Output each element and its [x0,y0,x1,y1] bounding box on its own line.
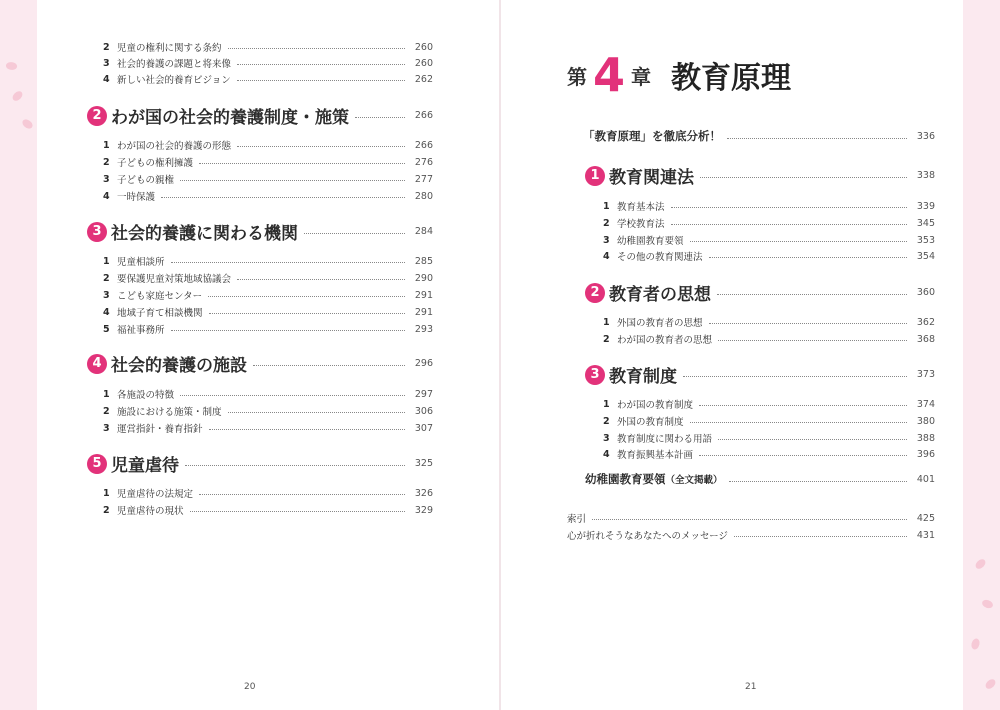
entry-label: その他の教育関連法 [617,252,703,263]
dot-leader [199,163,405,164]
dot-leader [237,146,405,147]
dot-leader [717,294,907,295]
toc-section-heading[interactable] [87,451,433,476]
section-number-badge: 4 [87,354,107,374]
section-title: 社会的養護の施設 [111,356,247,376]
chapter-heading [567,50,791,100]
section-page: 284 [414,226,433,237]
toc-entry[interactable] [603,414,935,428]
section-page: 338 [916,170,935,181]
dot-leader [180,395,405,396]
section-title: 教育関連法 [609,168,694,188]
entry-page: 285 [414,255,433,267]
toc-entry[interactable] [103,155,433,169]
appendix-label: 幼稚園教育要領 [585,472,666,486]
dot-leader [185,465,405,466]
entry-label: 児童の権利に関する条約 [117,43,222,54]
entry-label: 教育制度に関わる用語 [617,434,713,445]
dot-leader [199,494,405,495]
section-title: 児童虐待 [111,456,179,476]
toc-entry[interactable] [603,397,935,411]
dot-leader [690,241,907,242]
dot-leader [209,429,405,430]
appendix-page: 401 [916,473,935,485]
entry-label: 地域子育て相談機関 [117,308,203,319]
entry-label: わが国の社会的養護の形態 [117,141,232,152]
entry-number: 4 [603,250,610,262]
entry-number: 3 [103,57,110,69]
entry-label: 子どもの親権 [117,175,175,186]
entry-number: 1 [603,398,610,410]
dot-leader [729,481,907,482]
toc-entry[interactable] [603,216,935,230]
analysis-page: 336 [916,130,935,142]
entry-number: 2 [103,272,110,284]
entry-label: 福祉事務所 [117,325,165,336]
dot-leader [171,330,405,331]
toc-section-heading[interactable] [87,103,433,128]
entry-page: 368 [916,333,935,345]
petal-decoration [984,678,998,690]
entry-label: 社会的養護の課題と将来像 [117,59,232,70]
section-title: 社会的養護に関わる機関 [111,224,298,244]
dot-leader [237,64,405,65]
entry-number: 3 [603,432,610,444]
entry-number: 3 [103,289,110,301]
petal-decoration [969,637,981,651]
dot-leader [690,422,907,423]
toc-entry[interactable] [603,431,935,445]
section-number-badge: 2 [585,283,605,303]
toc-entry[interactable] [603,199,935,213]
entry-label: 学校教育法 [617,219,665,230]
dot-leader [718,340,907,341]
entry-number: 3 [103,422,110,434]
entry-number: 2 [103,41,110,53]
dot-leader [683,376,907,377]
section-number-badge: 3 [585,365,605,385]
section-page: 373 [916,369,935,380]
entry-number: 2 [103,405,110,417]
entry-page: 293 [414,323,433,335]
dot-leader [190,511,405,512]
petal-decoration [974,558,988,570]
index-page: 425 [916,512,935,524]
section-page: 296 [414,358,433,369]
toc-entry[interactable] [603,315,935,329]
dot-leader [734,536,907,537]
section-number-badge: 3 [87,222,107,242]
toc-entry[interactable] [103,421,433,435]
chapter-number: 4 [593,48,626,102]
section-title: 教育者の思想 [609,285,711,305]
entry-page: 339 [916,200,935,212]
entry-number: 5 [103,323,110,335]
entry-label: 外国の教育者の思想 [617,318,703,329]
toc-entry[interactable] [103,56,433,70]
chapter-title: 教育原理 [671,61,792,96]
toc-entry[interactable] [103,486,433,500]
toc-entry[interactable] [103,72,433,86]
dot-leader [237,80,405,81]
message-label: 心が折れそうなあなたへのメッセージ [567,531,728,542]
entry-page: 374 [916,398,935,410]
entry-label: 各施設の特徴 [117,390,175,401]
entry-label: 教育振興基本計画 [617,450,694,461]
entry-page: 260 [414,57,433,69]
right-page [500,0,963,710]
section-number-badge: 2 [87,106,107,126]
toc-index-entry[interactable] [567,511,935,525]
dot-leader [699,455,907,456]
entry-page: 290 [414,272,433,284]
page-number-right: 21 [745,682,757,692]
dot-leader [180,180,405,181]
entry-page: 266 [414,139,433,151]
entry-page: 276 [414,156,433,168]
entry-page: 262 [414,73,433,85]
index-label: 索引 [567,514,587,525]
dot-leader [709,323,907,324]
dot-leader [228,48,405,49]
toc-entry[interactable] [603,249,935,263]
entry-page: 291 [414,289,433,301]
entry-label: こども家庭センター [117,291,203,302]
entry-label: 幼稚園教育要領 [617,236,684,247]
entry-number: 4 [603,448,610,460]
entry-label: わが国の教育制度 [617,400,694,411]
entry-page: 362 [916,316,935,328]
toc-entry[interactable] [103,322,433,336]
petal-decoration [5,60,18,71]
toc-entry[interactable] [103,254,433,268]
entry-page: 297 [414,388,433,400]
toc-entry[interactable] [103,404,433,418]
entry-number: 4 [103,306,110,318]
entry-number: 2 [603,333,610,345]
dot-leader [304,233,405,234]
toc-analysis-entry[interactable] [583,128,935,144]
entry-page: 291 [414,306,433,318]
entry-label: 児童虐待の法規定 [117,489,194,500]
toc-appendix-entry[interactable] [585,471,935,487]
section-number-badge: 1 [585,166,605,186]
appendix-note: （全文掲載） [665,475,723,486]
entry-page: 388 [916,432,935,444]
toc-message-entry[interactable] [567,528,935,542]
toc-entry[interactable] [103,40,433,54]
toc-entry[interactable] [103,305,433,319]
entry-page: 329 [414,504,433,516]
toc-entry[interactable] [103,189,433,203]
dot-leader [355,117,405,118]
dot-leader [228,412,405,413]
toc-entry[interactable] [103,138,433,152]
entry-number: 4 [103,73,110,85]
entry-number: 1 [103,388,110,400]
entry-label: 運営指針・養育指針 [117,424,203,435]
entry-number: 2 [603,415,610,427]
dot-leader [253,365,405,366]
petal-decoration [11,90,25,102]
entry-label: 要保護児童対策地域協議会 [117,274,232,285]
toc-entry[interactable] [103,387,433,401]
toc-entry[interactable] [103,271,433,285]
entry-page: 326 [414,487,433,499]
entry-label: 施設における施策・制度 [117,407,222,418]
entry-page: 354 [916,250,935,262]
section-page: 266 [414,110,433,121]
toc-section-heading[interactable] [87,219,433,244]
toc-section-heading[interactable] [585,362,935,387]
entry-number: 3 [603,234,610,246]
dot-leader [700,177,907,178]
entry-label: 子どもの権利擁護 [117,158,194,169]
toc-entry[interactable] [603,332,935,346]
toc-section-heading[interactable] [585,163,935,188]
dot-leader [208,296,405,297]
entry-number: 2 [603,217,610,229]
entry-label: 児童相談所 [117,257,165,268]
chapter-dai: 第 [567,64,587,89]
section-title: 教育制度 [609,367,677,387]
toc-section-heading[interactable] [585,280,935,305]
toc-entry[interactable] [103,288,433,302]
page-number-left: 20 [244,682,256,692]
entry-label: 一時保護 [117,192,156,203]
entry-number: 1 [603,316,610,328]
dot-leader [171,262,405,263]
entry-page: 277 [414,173,433,185]
dot-leader [718,439,907,440]
analysis-label: 「教育原理」を徹底分析！ [583,129,721,143]
section-number-badge: 5 [87,454,107,474]
entry-number: 1 [103,255,110,267]
toc-entry[interactable] [103,503,433,517]
entry-number: 2 [103,504,110,516]
entry-page: 353 [916,234,935,246]
petal-decoration [21,117,34,131]
entry-page: 345 [916,217,935,229]
toc-entry[interactable] [103,172,433,186]
message-page: 431 [916,529,935,541]
entry-label: わが国の教育者の思想 [617,335,713,346]
dot-leader [671,207,907,208]
dot-leader [209,313,405,314]
entry-label: 新しい社会的養育ビジョン [117,75,231,86]
entry-number: 1 [103,139,110,151]
petal-decoration [981,598,995,611]
dot-leader [699,405,907,406]
dot-leader [709,257,907,258]
section-page: 325 [414,458,433,469]
dot-leader [727,138,907,139]
section-title: わが国の社会的養護制度・施策 [111,108,349,128]
entry-number: 1 [603,200,610,212]
entry-label: 外国の教育制度 [617,417,684,428]
toc-entry[interactable] [603,447,935,461]
entry-number: 4 [103,190,110,202]
entry-page: 280 [414,190,433,202]
entry-label: 児童虐待の現状 [117,506,184,517]
entry-number: 1 [103,487,110,499]
entry-page: 260 [414,41,433,53]
toc-entry[interactable] [603,233,935,247]
entry-page: 396 [916,448,935,460]
entry-label: 教育基本法 [617,202,665,213]
section-page: 360 [916,287,935,298]
entry-number: 3 [103,173,110,185]
dot-leader [592,519,907,520]
toc-section-heading[interactable] [87,351,433,376]
chapter-shou: 章 [631,64,652,89]
entry-page: 380 [916,415,935,427]
book-spine [499,0,501,710]
entry-page: 307 [414,422,433,434]
dot-leader [671,224,907,225]
dot-leader [237,279,405,280]
entry-number: 2 [103,156,110,168]
entry-page: 306 [414,405,433,417]
dot-leader [161,197,405,198]
